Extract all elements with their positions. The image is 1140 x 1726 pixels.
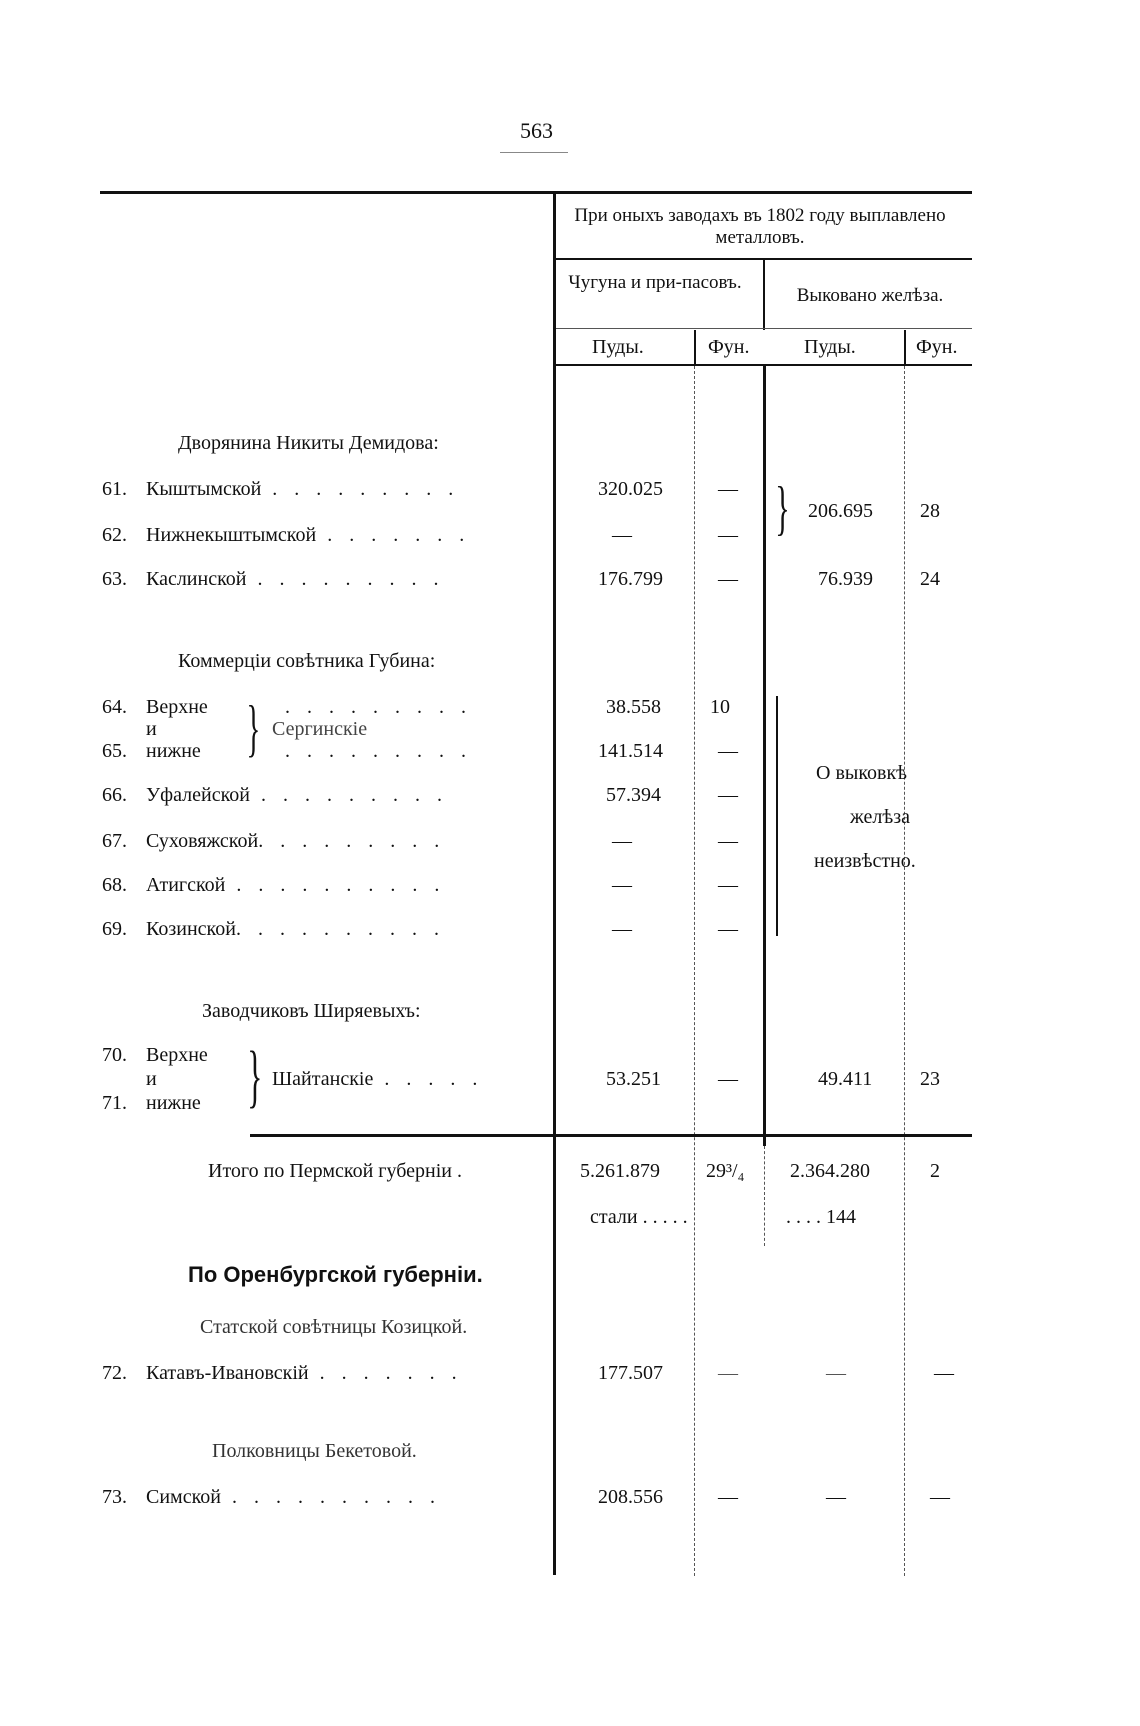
group-owner-shiryaev: Заводчиковъ Ширяевыхъ:	[202, 1000, 421, 1022]
row-61-fun: —	[718, 478, 738, 500]
orenburg-title: По Оренбургской губерніи.	[188, 1262, 483, 1287]
row-66-num: 66.	[102, 784, 127, 806]
header-main: При оныхъ заводахъ въ 1802 году выплавлено металловъ.	[574, 205, 946, 248]
col-line-forged	[763, 366, 766, 1146]
row-64-fun: 10	[710, 696, 730, 718]
unknown-bracket-line	[776, 696, 778, 936]
row-70-71-fun: —	[718, 1068, 738, 1090]
group-owner-demidov: Дворянина Никиты Демидова:	[178, 432, 439, 454]
row-72-name: Катавъ-Ивановскій . . . . . . .	[146, 1362, 463, 1384]
row-64-name: Верхне	[146, 696, 208, 718]
col-line-ffun	[904, 366, 905, 1576]
row-65-pud: 141.514	[598, 740, 663, 762]
top-rule	[100, 191, 972, 194]
col-line-forged-lower	[764, 1146, 765, 1246]
group-owner-gubin: Коммерціи совѣтника Губина:	[178, 650, 436, 672]
header-funts-2: Фун.	[916, 336, 958, 358]
header-puds: Пуды.	[592, 336, 644, 358]
row-61-name: Кыштымской . . . . . . . . .	[146, 478, 460, 500]
row-66-pud: 57.394	[606, 784, 661, 806]
row-63-ffun: 24	[920, 568, 940, 590]
row-71-name: нижне	[146, 1092, 201, 1114]
row-68-num: 68.	[102, 874, 127, 896]
row-70-71-fpud: 49.411	[818, 1068, 873, 1090]
row-69-num: 69.	[102, 918, 127, 940]
brace-61-62: }	[775, 475, 790, 541]
row-63-name: Каслинской . . . . . . . . .	[146, 568, 445, 590]
total-fun: 29³/₄	[706, 1160, 745, 1182]
unknown-line-1: О выковкѣ	[816, 762, 908, 784]
row-68-fun: —	[718, 874, 738, 896]
row-61-pud: 320.025	[598, 478, 663, 500]
header-vdivider-3	[904, 330, 906, 364]
total-label: Итого по Пермской губерніи .	[208, 1160, 462, 1182]
row-73-num: 73.	[102, 1486, 127, 1508]
header-vdivider-2	[694, 330, 696, 364]
row-67-num: 67.	[102, 830, 127, 852]
header-rule-2	[556, 328, 972, 329]
row-72-ffun: —	[934, 1362, 954, 1384]
row-73-ffun: —	[930, 1486, 950, 1508]
row-63-pud: 176.799	[598, 568, 663, 590]
row-64-and: и	[146, 718, 157, 740]
header-puds-2: Пуды.	[804, 336, 856, 358]
row-62-fun: —	[718, 524, 738, 546]
row-71-num: 71.	[102, 1092, 127, 1114]
page-number: 563	[520, 118, 553, 143]
kyshtym-forged-pud: 206.695	[808, 500, 873, 522]
row-63-fpud: 76.939	[818, 568, 873, 590]
dots-65: . . . . . . . . .	[285, 740, 472, 762]
total-fpud: 2.364.280	[790, 1160, 870, 1182]
row-69-name: Козинской. . . . . . . . . .	[146, 918, 445, 940]
col-line-funts	[694, 366, 695, 1576]
row-73-fpud: —	[826, 1486, 846, 1508]
header-funts: Фун.	[708, 336, 750, 358]
row-65-fun: —	[718, 740, 738, 762]
row-61-num: 61.	[102, 478, 127, 500]
total-pud: 5.261.879	[580, 1160, 660, 1182]
row-62-pud: —	[612, 524, 632, 546]
header-forged-iron: Выковано желѣза.	[796, 285, 944, 306]
row-70-71-and: и	[146, 1068, 157, 1090]
shaitanskie-label: Шайтанскіе . . . . .	[272, 1068, 484, 1090]
row-68-pud: —	[612, 874, 632, 896]
header-vdivider-1	[763, 260, 765, 330]
row-62-name: Нижнекыштымской . . . . . . .	[146, 524, 471, 546]
row-63-num: 63.	[102, 568, 127, 590]
row-72-num: 72.	[102, 1362, 127, 1384]
brace-70-71: }	[247, 1038, 263, 1115]
total-rule	[250, 1134, 972, 1137]
row-65-num: 65.	[102, 740, 127, 762]
unknown-line-3: неизвѣстно.	[814, 850, 916, 872]
row-65-name: нижне	[146, 740, 201, 762]
row-70-name: Верхне	[146, 1044, 208, 1066]
row-73-fun: —	[718, 1486, 738, 1508]
kyshtym-forged-fun: 28	[920, 500, 940, 522]
row-72-pud: 177.507	[598, 1362, 663, 1384]
row-67-pud: —	[612, 830, 632, 852]
row-67-fun: —	[718, 830, 738, 852]
orenburg-owner-kozitskaya: Статской совѣтницы Козицкой.	[200, 1316, 468, 1338]
row-64-pud: 38.558	[606, 696, 661, 718]
orenburg-owner-beketova: Полковницы Бекетовой.	[212, 1440, 417, 1462]
row-72-fun: —	[718, 1362, 738, 1384]
row-64-num: 64.	[102, 696, 127, 718]
row-73-name: Симской . . . . . . . . . .	[146, 1486, 441, 1508]
row-66-name: Уфалейской . . . . . . . . .	[146, 784, 449, 806]
serginskie-label: Сергинскіе	[272, 718, 368, 740]
row-73-pud: 208.556	[598, 1486, 663, 1508]
row-62-num: 62.	[102, 524, 127, 546]
row-67-name: Суховяжской. . . . . . . . .	[146, 830, 446, 852]
brace-64-65: }	[246, 692, 261, 763]
unknown-line-2: желѣза	[850, 806, 911, 828]
row-70-num: 70.	[102, 1044, 127, 1066]
row-69-fun: —	[718, 918, 738, 940]
main-column-divider	[553, 193, 556, 1575]
header-cast-iron: Чугуна и при-пасовъ.	[568, 272, 742, 293]
row-72-fpud: —	[826, 1362, 846, 1384]
row-66-fun: —	[718, 784, 738, 806]
dots-64: . . . . . . . . .	[285, 696, 472, 718]
page-number-underline	[500, 152, 568, 153]
row-63-fun: —	[718, 568, 738, 590]
row-70-71-ffun: 23	[920, 1068, 940, 1090]
row-69-pud: —	[612, 918, 632, 940]
steel-label: стали . . . . .	[590, 1206, 688, 1228]
total-ffun: 2	[930, 1160, 940, 1182]
steel-value: . . . . 144	[786, 1206, 856, 1228]
row-68-name: Атигской . . . . . . . . . .	[146, 874, 446, 896]
row-70-71-pud: 53.251	[606, 1068, 661, 1090]
